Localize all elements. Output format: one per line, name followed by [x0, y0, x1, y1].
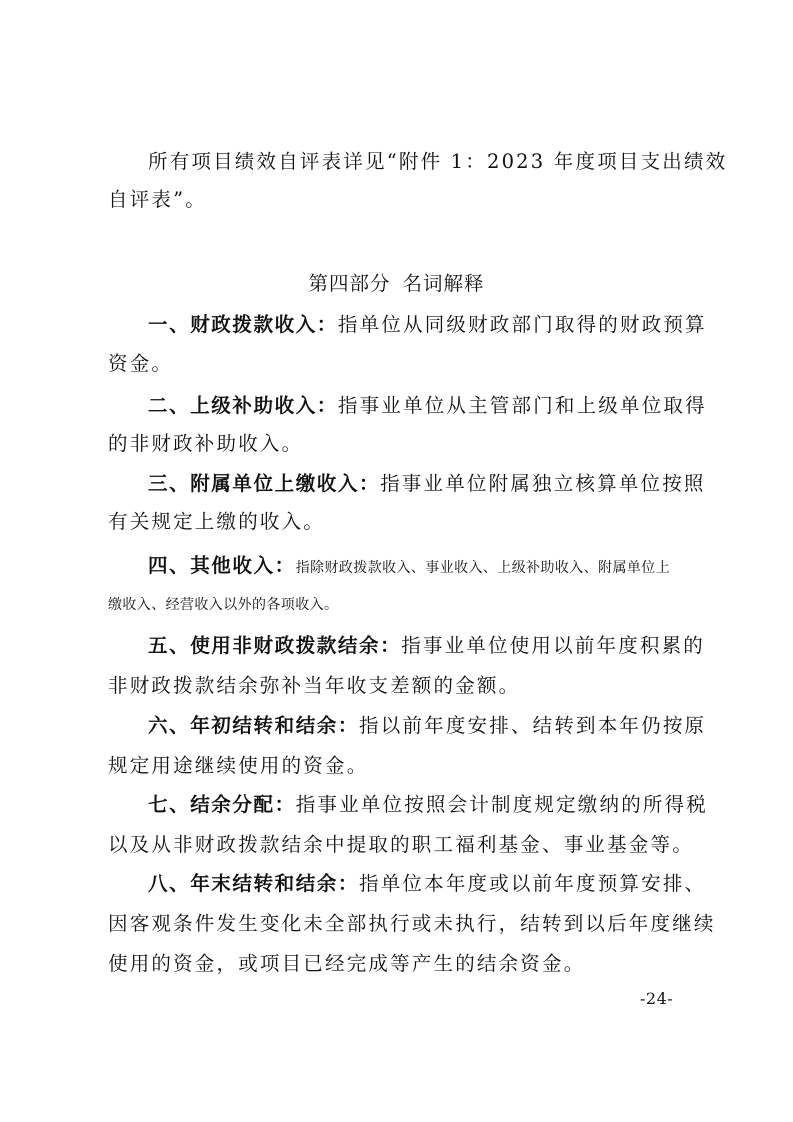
- definition-6-text: 指以前年度安排、结转到本年仍按原: [359, 714, 707, 737]
- definition-4-text: 指除财政拨款收入、事业收入、上级补助收入、附属单位上: [295, 560, 671, 576]
- definition-4-line-1: [148, 552, 693, 582]
- definition-3-term: 三、附属单位上缴收入：: [148, 472, 381, 495]
- section-title: 名词解释: [402, 272, 485, 295]
- definition-8-line-2: 因客观条件发生变化未全部执行或未执行，结转到以后年度继续: [108, 912, 716, 935]
- definition-2-line-1: [148, 392, 707, 420]
- definition-4-term: 四、其他收入：: [148, 554, 296, 577]
- intro-line-2: 自评表”。: [108, 188, 207, 211]
- definition-8-text: 指单位本年度或以前年度预算安排、: [359, 872, 707, 895]
- definition-1-line-2: 资金。: [108, 352, 174, 375]
- definition-3-text: 指事业单位附属独立核算单位按照: [380, 472, 706, 495]
- definition-7-line-2: 以及从非财政拨款结余中提取的职工福利基金、事业基金等。: [108, 833, 694, 856]
- page-number: -24-: [640, 989, 674, 1008]
- definition-5-line-1: [148, 632, 706, 660]
- definition-8-line-3: 使用的资金，或项目已经完成等产生的结余资金。: [108, 952, 586, 975]
- definition-7-term: 七、结余分配：: [148, 793, 296, 816]
- definition-1-line-1: [148, 311, 707, 339]
- definition-6-line-2: 规定用途继续使用的资金。: [108, 754, 369, 777]
- definition-8-term: 八、年末结转和结余：: [148, 872, 360, 895]
- definition-3-line-1: [148, 470, 706, 498]
- definition-5-line-2: 非财政拨款结余弥补当年收支差额的金额。: [108, 674, 521, 697]
- definition-6-line-1: [148, 712, 707, 740]
- definition-1-text: 指单位从同级财政部门取得的财政预算: [337, 313, 707, 336]
- definition-3-line-2: 有关规定上缴的收入。: [108, 510, 326, 533]
- definition-2-term: 二、上级补助收入：: [148, 394, 338, 417]
- definition-2-line-2: 的非财政补助收入。: [108, 432, 304, 455]
- definition-4-line-2: 缴收入、经营收入以外的各项收入。: [108, 597, 339, 613]
- definition-7-line-1: [148, 791, 709, 819]
- definition-7-text: 指事业单位按照会计制度规定缴纳的所得税: [295, 793, 709, 816]
- section-part: 第四部分: [308, 272, 391, 295]
- definition-5-term: 五、使用非财政拨款结余：: [148, 634, 402, 657]
- definition-8-line-1: [148, 870, 707, 898]
- definition-5-text: 指事业单位使用以前年度积累的: [401, 634, 706, 657]
- section-heading: [0, 270, 793, 298]
- definition-2-text: 指事业单位从主管部门和上级单位取得: [337, 394, 707, 417]
- intro-line-1: 所有项目绩效自评表详见“附件 1：2023 年度项目支出绩效: [148, 150, 728, 173]
- definition-1-term: 一、财政拨款收入：: [148, 313, 338, 336]
- definition-6-term: 六、年初结转和结余：: [148, 714, 360, 737]
